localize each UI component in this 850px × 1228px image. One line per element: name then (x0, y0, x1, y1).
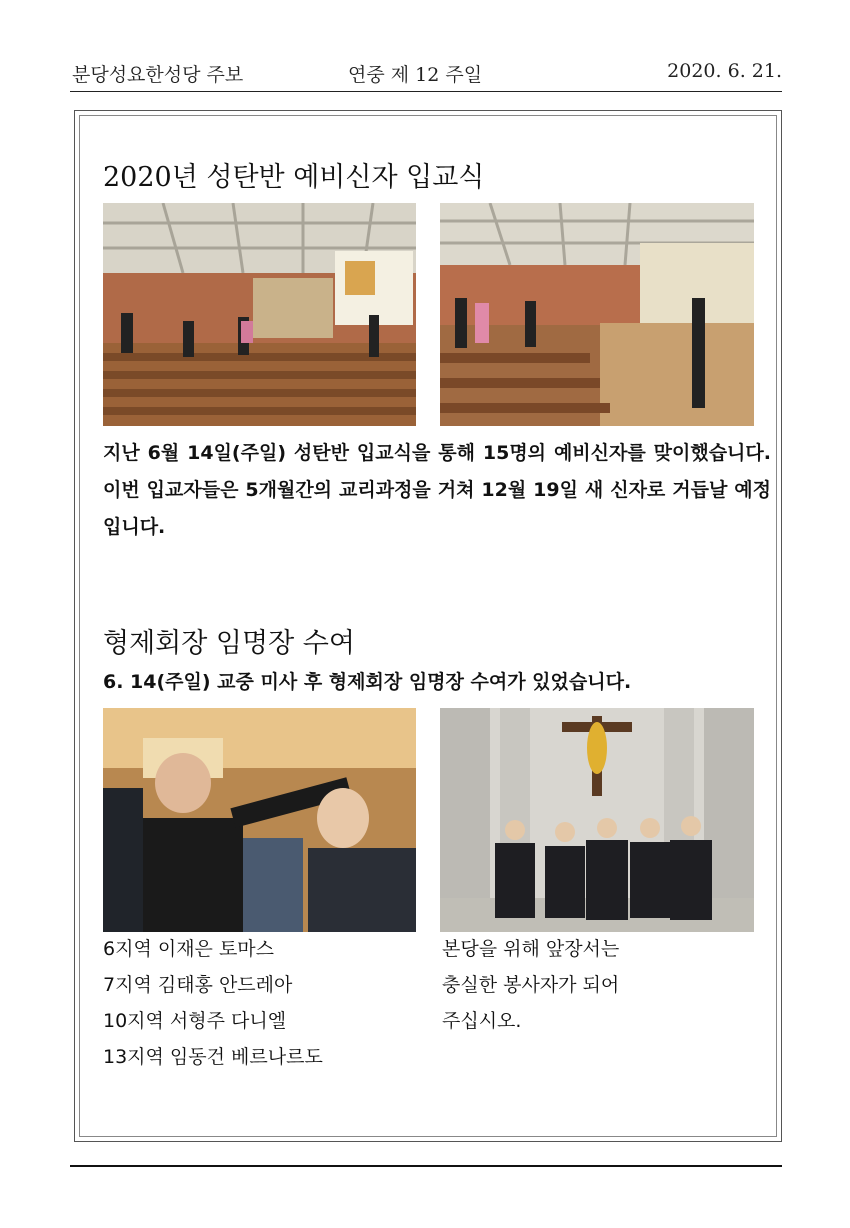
appointee-item: 13지역 임동건 베르나르도 (103, 1046, 323, 1068)
parish-name: 분당성요한성당 주보 (72, 64, 244, 86)
appointee-item: 7지역 김태홍 안드레아 (103, 974, 293, 996)
photo-blessing (103, 708, 416, 932)
section1-title: 2020년 성탄반 예비신자 입교식 (103, 162, 485, 193)
photo-ceremony-hall-left (103, 203, 416, 426)
footer-rule (70, 1165, 782, 1167)
appointee-item: 10지역 서형주 다니엘 (103, 1010, 287, 1032)
message-line: 충실한 봉사자가 되어 (442, 974, 620, 996)
appointee-list (103, 931, 323, 1075)
photo-group-altar (440, 708, 754, 932)
appointee-item: 6지역 이재은 토마스 (103, 938, 274, 960)
section2-lead: 6. 14(주일) 교중 미사 후 형제회장 임명장 수여가 있었습니다. (103, 671, 632, 693)
bulletin-header (70, 52, 782, 92)
liturgical-week: 연중 제 12 주일 (348, 64, 483, 86)
section1-body: 지난 6월 14일(주일) 성탄반 입교식을 통해 15명의 예비신자를 맞이했습니다. 이번 입교자들은 5개월간의 교리과정을 거쳐 12월 19일 새 신자로 거듭날 예정입니다. (103, 442, 771, 538)
message-line: 주십시오. (442, 1010, 522, 1032)
section2-title: 형제회장 임명장 수여 (103, 628, 355, 659)
message-line: 본당을 위해 앞장서는 (442, 938, 620, 960)
photo-ceremony-hall-right (440, 203, 754, 426)
encouragement-message (442, 931, 619, 1039)
bulletin-date: 2020. 6. 21. (667, 60, 782, 82)
